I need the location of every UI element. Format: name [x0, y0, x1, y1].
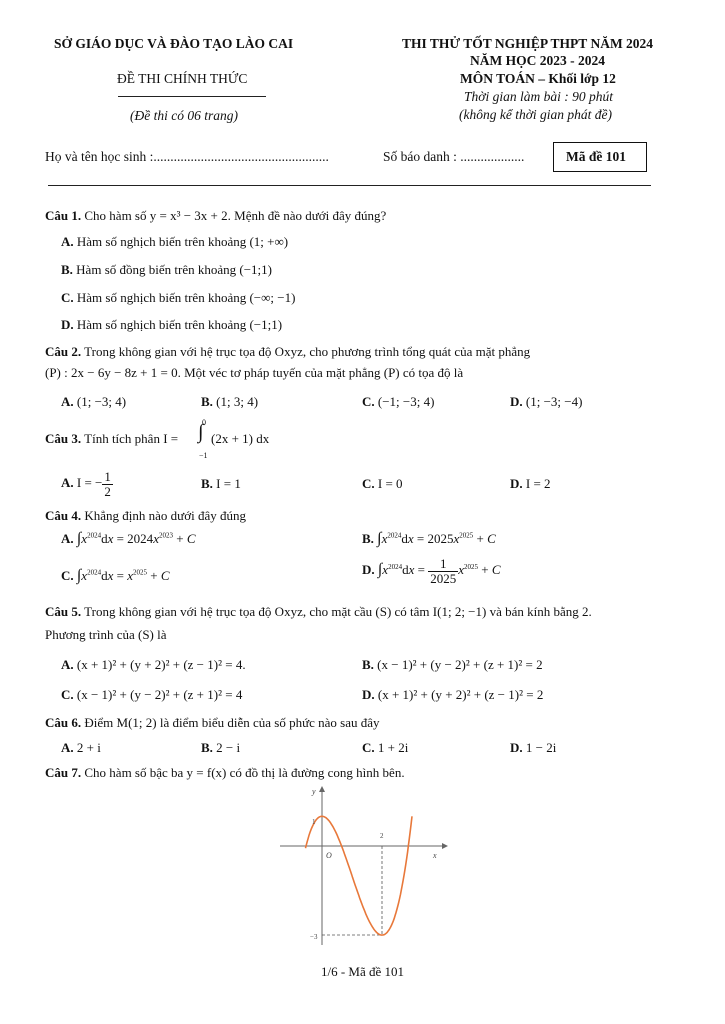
question-1-label: Câu 1. — [45, 208, 82, 223]
time-note: (không kể thời gian phát đề) — [459, 107, 613, 122]
question-7 — [45, 765, 405, 781]
official-exam-label: ĐỀ THI CHÍNH THỨC — [117, 71, 248, 86]
question-2 — [45, 344, 685, 360]
x-axis-label: x — [433, 851, 437, 860]
question-5 — [45, 604, 592, 620]
question-4 — [45, 508, 246, 524]
integrand: (2x + 1) dx — [211, 431, 270, 446]
q3-option-c: C. I = 0 — [362, 476, 403, 491]
header-separator — [48, 185, 651, 186]
q4-option-c: C. $\int x^{2024}dx = x^{2025} + C$ — [61, 567, 170, 584]
y-tick-minus-3: −3 — [310, 933, 318, 941]
question-7-label: Câu 7. — [45, 765, 82, 780]
question-4-text: Khẳng định nào dưới đây đúng — [84, 508, 246, 523]
question-6-text: Điểm M(1; 2) là điểm biểu diễn của số phức nào sau đây — [84, 715, 380, 730]
exam-title: THI THỬ TỐT NGHIỆP THPT NĂM 2024 — [402, 36, 654, 51]
candidate-number-field: Số báo danh : ................... — [383, 149, 525, 164]
q4-option-b: B. $\int x^{2024}dx = 2025x^{2025} + C$ — [362, 530, 496, 547]
y-tick-1: 1 — [312, 818, 316, 826]
q5-option-a: A. (x + 1)² + (y + 2)² + (z − 1)² = 4. — [61, 657, 246, 672]
q6-option-b: B. 2 − i — [201, 740, 241, 755]
x-axis-arrow-icon — [442, 843, 448, 849]
time-limit: Thời gian làm bài : 90 phút — [464, 89, 613, 104]
cubic-function-graph — [270, 780, 450, 950]
question-3-text: Tính tích phân I = — [84, 431, 179, 446]
question-7-text: Cho hàm số bậc ba y = f(x) có đồ thị là đường cong hình bên. — [84, 765, 405, 780]
exam-code: Mã đề 101 — [566, 149, 626, 164]
page-footer: 1/6 - Mã đề 101 — [320, 964, 405, 979]
header-underline — [118, 96, 266, 97]
y-axis-label: y — [312, 787, 316, 796]
q3-option-d: D. I = 2 — [510, 476, 551, 491]
q2-option-b: B. (1; 3; 4) — [201, 394, 259, 409]
q2-option-a: A. (1; −3; 4) — [61, 394, 127, 409]
question-2-label: Câu 2. — [45, 344, 82, 359]
y-axis-arrow-icon — [319, 786, 325, 792]
subject-label: MÔN TOÁN – Khối lớp 12 — [460, 71, 616, 86]
integral-sign: ∫ — [198, 421, 204, 443]
question-5-label: Câu 5. — [45, 604, 82, 619]
question-2-text-line2: (P) : 2x − 6y − 8z + 1 = 0. Một véc tơ pháp tuyến của mặt phẳng (P) có tọa độ là — [45, 365, 464, 380]
question-6-label: Câu 6. — [45, 715, 82, 730]
q3-option-b: B. I = 1 — [201, 476, 241, 491]
q2-option-d: D. (1; −3; −4) — [510, 394, 583, 409]
question-5-text-line2: Phương trình của (S) là — [45, 627, 167, 642]
q2-option-c: C. (−1; −3; 4) — [362, 394, 435, 409]
q1-option-c: C. Hàm số nghịch biến trên khoảng (−∞; −1) — [61, 290, 296, 305]
question-6 — [45, 715, 380, 731]
question-5-text: Trong không gian với hệ trục tọa độ Oxyz, cho mặt cầu (S) có tâm I(1; 2; −1) và bán kính bằng 2. — [84, 604, 592, 619]
integral-upper-bound: 0 — [202, 418, 206, 427]
q5-option-d: D. (x + 1)² + (y + 2)² + (z − 1)² = 2 — [362, 687, 544, 702]
cubic-curve — [306, 816, 413, 935]
origin-label: O — [326, 851, 332, 860]
q5-option-c: C. (x − 1)² + (y − 2)² + (z + 1)² = 4 — [61, 687, 243, 702]
question-3 — [45, 431, 178, 447]
pages-note: (Đề thi có 06 trang) — [130, 108, 238, 123]
q3-option-a: A. I = − $\frac{1}{2}$ — [61, 469, 111, 499]
question-3-label: Câu 3. — [45, 431, 82, 446]
q1-option-a: A. Hàm số nghịch biến trên khoảng (1; +∞) — [61, 234, 289, 249]
school-year: NĂM HỌC 2023 - 2024 — [470, 53, 605, 68]
q1-option-d: D. Hàm số nghịch biến trên khoảng (−1;1) — [61, 317, 283, 332]
department-name: SỞ GIÁO DỤC VÀ ĐÀO TẠO LÀO CAI — [54, 36, 294, 51]
q6-option-a: A. 2 + i — [61, 740, 101, 755]
q6-option-d: D. 1 − 2i — [510, 740, 557, 755]
question-1 — [45, 208, 386, 224]
student-name-field: Họ và tên học sinh :.................................................... — [45, 149, 329, 164]
integral-lower-bound: −1 — [199, 451, 208, 460]
q1-option-b: B. Hàm số đồng biến trên khoảng (−1;1) — [61, 262, 272, 277]
q4-option-a: A. $\int x^{2024}dx = 2024x^{2023} + C$ — [61, 530, 196, 547]
x-tick-2: 2 — [380, 832, 384, 840]
question-4-label: Câu 4. — [45, 508, 82, 523]
q5-option-b: B. (x − 1)² + (y − 2)² + (z + 1)² = 2 — [362, 657, 543, 672]
question-2-text: Trong không gian với hệ trục tọa độ Oxyz, cho phương trình tổng quát của mặt phẳng — [84, 344, 531, 359]
q6-option-c: C. 1 + 2i — [362, 740, 409, 755]
question-1-text: Cho hàm số y = x³ − 3x + 2. Mệnh đề nào dưới đây đúng? — [84, 208, 387, 223]
q4-option-d: D. $\int x^{2024}dx$ = $\frac{1}{2025}$ $x^{2025} + C$ — [362, 556, 501, 586]
